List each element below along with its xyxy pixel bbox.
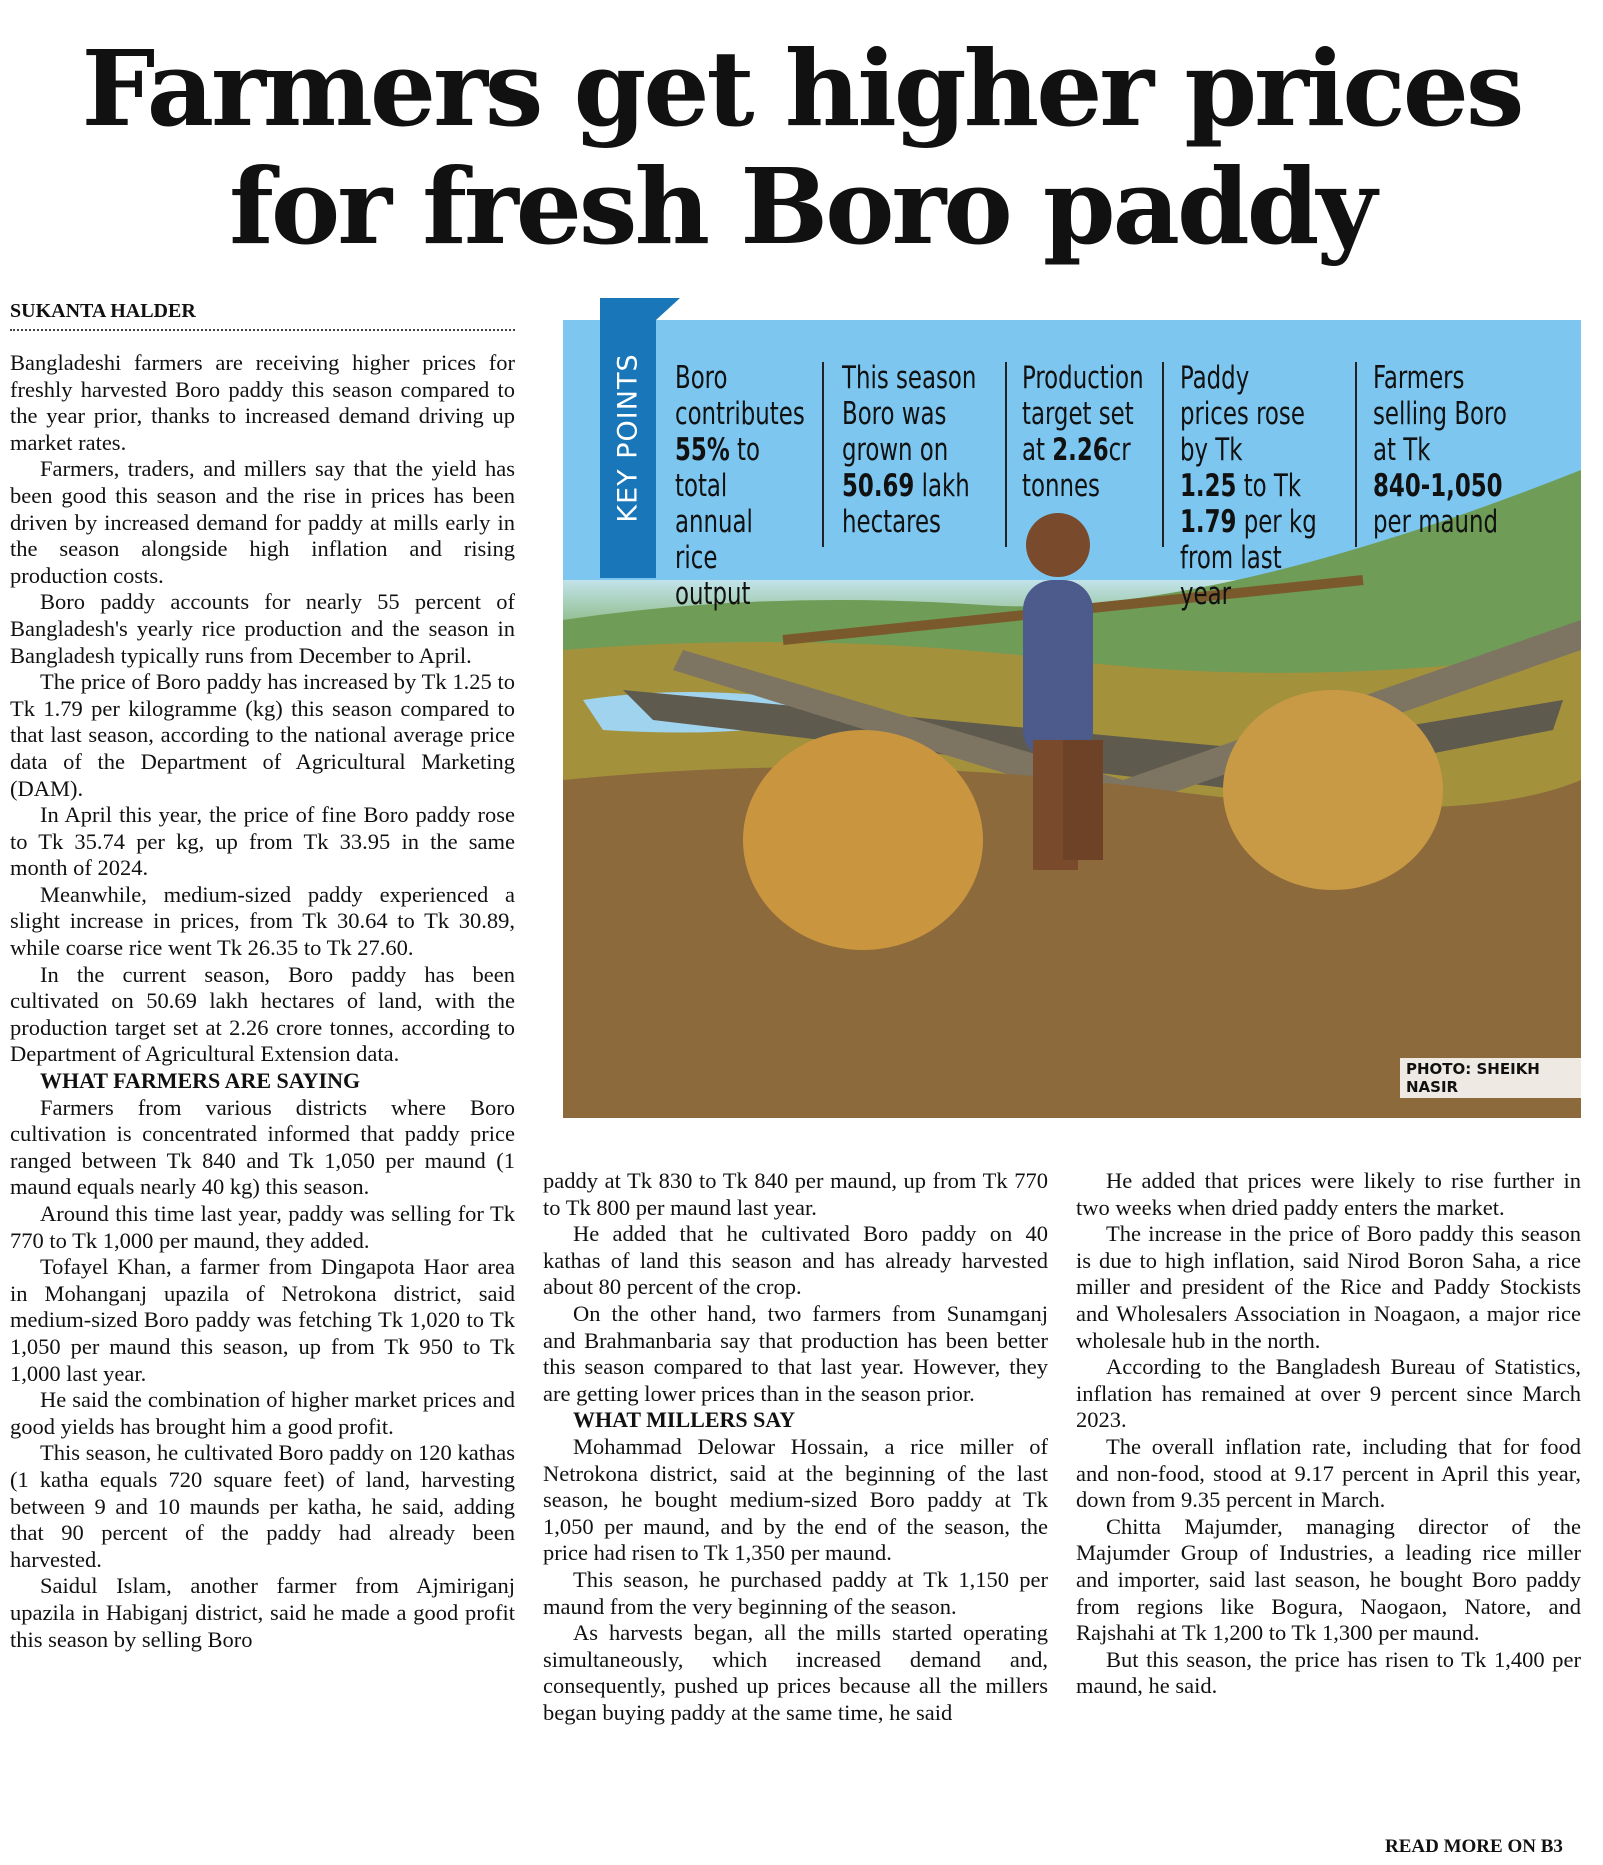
read-more-link[interactable]: READ MORE ON B3 bbox=[1385, 1836, 1563, 1857]
paragraph: paddy at Tk 830 to Tk 840 per maund, up from Tk 770 to Tk 800 per maund last year. bbox=[543, 1168, 1048, 1220]
paragraph: Boro paddy accounts for nearly 55 percent of Bangladesh's yearly rice production and the season in Bangladesh typically runs from December to April. bbox=[10, 589, 515, 668]
paragraph: Mohammad Delowar Hossain, a rice miller of Netrokona district, said at the beginning of the last season, he bought medium-sized Boro paddy at Tk 1,050 per maund, and by the end of the season, the price had risen to Tk 1,350 per maund. bbox=[543, 1433, 1048, 1566]
key-point-5: Farmers selling Boro at Tk 840-1,050 per maund bbox=[1373, 360, 1507, 540]
key-point-divider bbox=[1162, 362, 1164, 547]
paragraph: But this season, the price has risen to Tk 1,400 per maund, he said. bbox=[1076, 1646, 1581, 1699]
key-point-4: Paddy prices rose by Tk 1.25 to Tk 1.79 per kg from last year bbox=[1180, 360, 1317, 612]
headline bbox=[0, 27, 1603, 268]
paragraph: In April this year, the price of fine Boro paddy rose to Tk 35.74 per kg, up from Tk 33.95 in the same month of 2024. bbox=[10, 802, 515, 881]
subheading-millers: WHAT MILLERS SAY bbox=[573, 1407, 796, 1433]
key-point-divider bbox=[1355, 362, 1357, 547]
paragraph: According to the Bangladesh Bureau of Statistics, inflation has remained at over 9 percent since March 2023. bbox=[1076, 1354, 1581, 1433]
paragraph: As harvests began, all the mills started operating simultaneously, which increased demand and, consequently, pushed up prices because all the millers began buying paddy at the same time, he said bbox=[543, 1620, 1048, 1725]
paragraph: The increase in the price of Boro paddy this season is due to high inflation, said Nirod Boron Saha, a rice miller and president of the Rice and Paddy Stockists and Wholesalers Association in Noagaon, a major rice wholesale hub in the north. bbox=[1076, 1221, 1581, 1353]
paragraph: The overall inflation rate, including that for food and non-food, stood at 9.17 percent in April this year, down from 9.35 percent in March. bbox=[1076, 1433, 1581, 1513]
paragraph: Bangladeshi farmers are receiving higher prices for freshly harvested Boro paddy this season compared to the year prior, thanks to increased demand driving up market rates. bbox=[10, 350, 515, 455]
paragraph: Farmers from various districts where Boro cultivation is concentrated informed that paddy price ranged between Tk 840 and Tk 1,050 per maund (1 maund equals nearly 40 kg) this season. bbox=[10, 1094, 515, 1200]
key-point-1: Boro contributes 55% to total annual rice output bbox=[675, 360, 805, 612]
paragraph: He said the combination of higher market prices and good yields has brought him a good profit. bbox=[10, 1387, 515, 1439]
paragraph: Meanwhile, medium-sized paddy experienced a slight increase in prices, from Tk 30.64 to Tk 30.89, while coarse rice went Tk 26.35 to Tk 27.60. bbox=[10, 881, 515, 961]
subheading-farmers: WHAT FARMERS ARE SAYING bbox=[40, 1068, 361, 1094]
byline: SUKANTA HALDER bbox=[10, 300, 515, 331]
key-point-3: Production target set at 2.26cr tonnes bbox=[1022, 360, 1144, 504]
paragraph: This season, he purchased paddy at Tk 1,150 per maund from the very beginning of the season. bbox=[543, 1566, 1048, 1619]
paragraph: Around this time last year, paddy was selling for Tk 770 to Tk 1,000 per maund, they added. bbox=[10, 1201, 515, 1253]
key-point-divider bbox=[822, 362, 824, 547]
key-points-tab bbox=[600, 298, 656, 578]
key-points-label: KEY POINTS bbox=[612, 353, 644, 523]
headline-line-2: for fresh Boro paddy bbox=[229, 145, 1374, 268]
paragraph: This season, he cultivated Boro paddy on 120 kathas (1 katha equals 720 square feet) of land, harvesting between 9 and 10 maunds per katha, he said, adding that 90 percent of the paddy had already been harvested. bbox=[10, 1440, 515, 1572]
key-point-2: This season Boro was grown on 50.69 lakh hectares bbox=[842, 360, 977, 540]
article-column-2 bbox=[543, 1168, 1048, 1726]
article-column-1 bbox=[10, 350, 515, 1653]
paragraph: He added that he cultivated Boro paddy on 40 kathas of land this season and has already harvested about 80 percent of the crop. bbox=[543, 1221, 1048, 1300]
paragraph: Saidul Islam, another farmer from Ajmiriganj upazila in Habiganj district, said he made a good profit this season by selling Boro bbox=[10, 1573, 515, 1652]
photo-credit: PHOTO: SHEIKH NASIR bbox=[1400, 1058, 1603, 1098]
paragraph: He added that prices were likely to rise further in two weeks when dried paddy enters the market. bbox=[1076, 1168, 1581, 1220]
paragraph: In the current season, Boro paddy has been cultivated on 50.69 lakh hectares of land, with the production target set at 2.26 crore tonnes, according to Department of Agricultural Extension data. bbox=[10, 961, 515, 1067]
article-column-3 bbox=[1076, 1168, 1581, 1700]
paragraph: Chitta Majumder, managing director of the Majumder Group of Industries, a leading rice miller and importer, said last season, he bought Boro paddy from regions like Bogura, Naogaon, Natore, and Rajshahi at Tk 1,200 to Tk 1,300 per maund. bbox=[1076, 1513, 1581, 1646]
headline-line-1: Farmers get higher prices bbox=[81, 27, 1522, 150]
paragraph: Tofayel Khan, a farmer from Dingapota Haor area in Mohanganj upazila of Netrokona district, said medium-sized Boro paddy was fetching Tk 1,020 to Tk 1,050 per maund this season, up from Tk 950 to Tk 1,000 last year. bbox=[10, 1254, 515, 1386]
key-points-notch bbox=[656, 298, 680, 320]
paragraph: Farmers, traders, and millers say that the yield has been good this season and the rise in prices has been driven by increased demand for paddy at mills early in the season alongside high inflation and rising production costs. bbox=[10, 456, 515, 588]
key-point-divider bbox=[1005, 362, 1007, 547]
paragraph: The price of Boro paddy has increased by Tk 1.25 to Tk 1.79 per kilogramme (kg) this season compared to that last season, according to the national average price data of the Department of Agricultural Marketing (DAM). bbox=[10, 669, 515, 801]
paragraph: On the other hand, two farmers from Sunamganj and Brahmanbaria say that production has been better this season compared to that last year. However, they are getting lower prices than in the season prior. bbox=[543, 1300, 1048, 1406]
